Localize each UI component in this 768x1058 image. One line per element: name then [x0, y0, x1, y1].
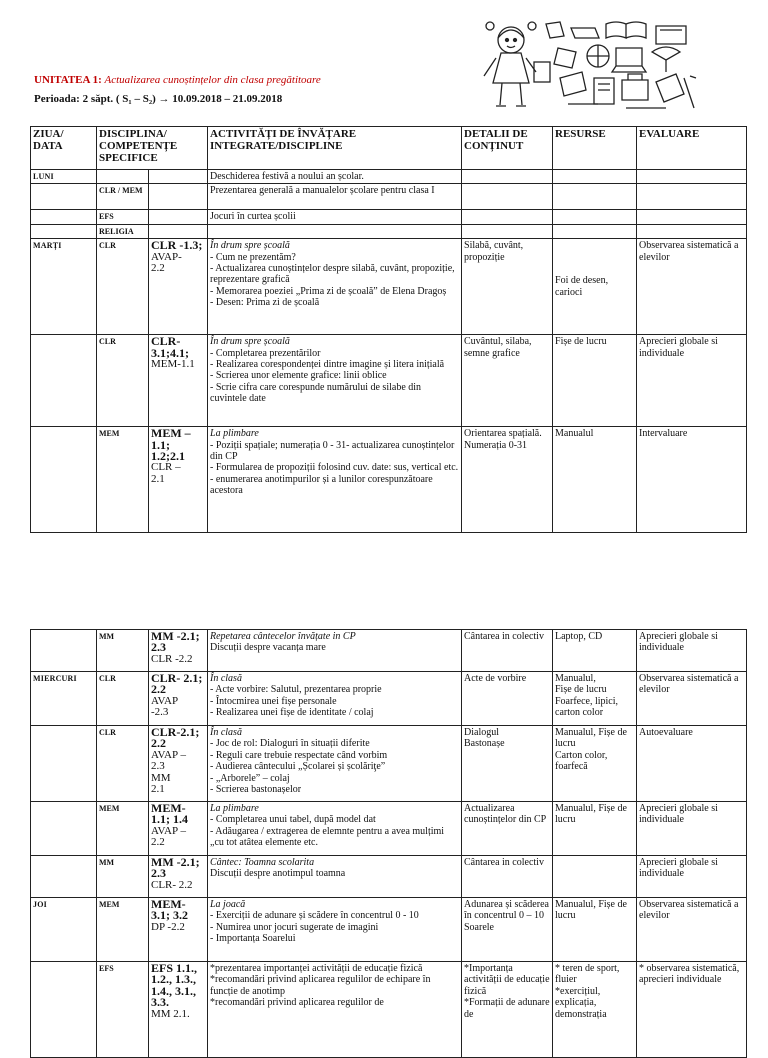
- resource-line: * teren de sport, fluier: [555, 963, 620, 986]
- detail-line: Soarele: [464, 921, 494, 933]
- resources-cell: [553, 210, 637, 224]
- table-row: [31, 335, 747, 427]
- activity-theme: În clasă: [210, 673, 242, 684]
- day-cell: [31, 802, 97, 856]
- resources-cell: [553, 962, 637, 1058]
- activity-line: - Desen: Prima zi de școală: [210, 297, 320, 309]
- evaluation-cell: [637, 427, 747, 533]
- day-cell: [31, 184, 97, 210]
- activity-line: - „Arborele” – colaj: [210, 772, 290, 784]
- activity-theme: La plimbare: [210, 428, 259, 440]
- activity-line: Discuții despre vacanța mare: [210, 642, 326, 654]
- activities-cell: [208, 962, 462, 1058]
- header-cell: EVALUARE: [637, 127, 747, 170]
- header-row: [31, 127, 747, 170]
- resource-line: Laptop, CD: [555, 631, 603, 642]
- header-cell: ACTIVITĂȚI DE ÎNVĂȚARE INTEGRATE/DISCIPLINE: [208, 127, 462, 170]
- resource-line: Manualul, Fișe de lucru: [555, 899, 627, 922]
- activity-line: - Completarea unui tabel, după model dat: [210, 814, 376, 826]
- activity-line: - Completarea prezentărilor: [210, 347, 321, 359]
- detail-line: Numerația 0-31: [464, 439, 528, 451]
- competence-cell: [149, 427, 208, 533]
- details-cell: [462, 962, 553, 1058]
- unit-label: UNITATEA 1:: [34, 74, 102, 86]
- resources-cell: [553, 427, 637, 533]
- detail-line: Cuvântul, silaba, semne grafice: [464, 336, 532, 359]
- activity-theme: La plimbare: [210, 803, 259, 814]
- plan-table-bottom: [30, 629, 747, 1058]
- competence-main: CLR-2.1; 2.2: [151, 725, 200, 751]
- competence-cell: [149, 239, 208, 335]
- resources-cell: [553, 726, 637, 802]
- table-row: [31, 427, 747, 533]
- day-cell: MIERCURI: [31, 672, 97, 726]
- activity-line: - Poziții spațiale; numerația 0 - 31- actualizarea cunoștințelor din CP: [210, 439, 455, 463]
- details-cell: [462, 427, 553, 533]
- activity-line: Prezentarea generală a manualelor școlare pentru clasa I: [210, 185, 435, 197]
- competence-line: 2.2: [151, 262, 165, 275]
- activity-line: *recomandări privind aplicarea regulilor de echipare în funcție de anotimp: [210, 974, 431, 997]
- resources-cell: [553, 898, 637, 962]
- competence-cell: [149, 856, 208, 898]
- activities-cell: [208, 224, 462, 238]
- activities-cell: [208, 898, 462, 962]
- competence-main: MEM – 1.1; 1.2;2.1: [151, 426, 191, 464]
- competence-cell: [149, 224, 208, 238]
- table-row: [31, 898, 747, 962]
- table-row: [31, 224, 747, 238]
- evaluation-cell: [637, 856, 747, 898]
- evaluation-line: Observarea sistematică a elevilor: [639, 673, 739, 696]
- competence-line: MEM-1.1: [151, 358, 195, 371]
- detail-line: Orientarea spațială.: [464, 428, 542, 440]
- table-row: [31, 630, 747, 672]
- competence-line: AVAP –: [151, 824, 186, 837]
- activity-line: - Scrierea unor elemente grafice: linii oblice: [210, 370, 387, 382]
- resources-cell: [553, 630, 637, 672]
- activity-line: - Acte vorbire: Salutul, prezentarea proprie: [210, 684, 382, 696]
- details-cell: [462, 335, 553, 427]
- resources-cell: [553, 335, 637, 427]
- evaluation-cell: [637, 210, 747, 224]
- competence-main: EFS 1.1., 1.2., 1.3., 1.4., 3.1., 3.3.: [151, 961, 198, 1010]
- competence-line: CLR- 2.2: [151, 878, 193, 891]
- discipline-cell: [97, 170, 149, 184]
- header-cell: DETALII DE CONȚINUT: [462, 127, 553, 170]
- day-cell: [31, 962, 97, 1058]
- competence-main: MM -2.1; 2.3: [151, 629, 200, 655]
- details-cell: [462, 802, 553, 856]
- competence-line: AVAP –: [151, 748, 186, 761]
- activity-theme: Cântec: Toamna scolarita: [210, 857, 315, 868]
- resource-line: Manualul: [555, 428, 594, 440]
- activities-cell: [208, 726, 462, 802]
- detail-line: *Formații de adunare de: [464, 997, 550, 1020]
- activity-line: - Exerciții de adunare și scădere în concentrul 0 - 10: [210, 910, 419, 922]
- activity-theme: La joacă: [210, 899, 246, 910]
- activities-cell: [208, 672, 462, 726]
- details-cell: [462, 184, 553, 210]
- detail-line: *Importanța activității de educație fizică: [464, 963, 550, 997]
- competence-line: MM: [151, 771, 171, 784]
- discipline-cell: MM: [97, 630, 149, 672]
- day-cell: [31, 726, 97, 802]
- evaluation-cell: [637, 335, 747, 427]
- activity-line: - Actualizarea cunoștințelor despre silabă, cuvânt, propoziție, reprezentare grafică: [210, 263, 455, 286]
- competence-line: 2.3: [151, 760, 165, 773]
- resource-line: Carton color, foarfecă: [555, 749, 608, 773]
- competence-line: CLR -2.2: [151, 652, 193, 665]
- competence-main: MEM- 1.1; 1.4: [151, 801, 188, 827]
- details-cell: [462, 672, 553, 726]
- table-row: [31, 210, 747, 224]
- resources-cell: [553, 224, 637, 238]
- activity-line: Jocuri în curtea școlii: [210, 211, 296, 223]
- resources-cell: [553, 802, 637, 856]
- competence-line: 2.1: [151, 472, 165, 485]
- table-row: [31, 856, 747, 898]
- resource-line: Manualul, Fișe de lucru: [555, 803, 627, 826]
- activities-cell: [208, 427, 462, 533]
- evaluation-cell: [637, 630, 747, 672]
- evaluation-line: Aprecieri globale si individuale: [639, 631, 718, 654]
- competence-cell: [149, 170, 208, 184]
- table-row: [31, 962, 747, 1058]
- evaluation-cell: [637, 184, 747, 210]
- resource-line: Fișe de lucru: [555, 684, 607, 696]
- competence-line: 2.1: [151, 783, 165, 796]
- discipline-cell: MEM: [97, 802, 149, 856]
- competence-main: CLR -1.3;: [151, 238, 203, 253]
- details-cell: [462, 170, 553, 184]
- competence-main: CLR- 3.1;4.1;: [151, 334, 189, 360]
- evaluation-cell: [637, 962, 747, 1058]
- competence-main: MM -2.1; 2.3: [151, 855, 200, 881]
- competence-line: MM 2.1.: [151, 1007, 190, 1020]
- evaluation-line: Aprecieri globale si individuale: [639, 803, 718, 826]
- resources-cell: [553, 239, 637, 335]
- competence-cell: [149, 210, 208, 224]
- activity-line: - Formularea de propoziții folosind cuv. date: sus, vertical etc.: [210, 462, 459, 474]
- resource-line: Manualul, Fișe de lucru: [555, 727, 627, 750]
- competence-line: -2.3: [151, 706, 169, 719]
- detail-line: Acte de vorbire: [464, 673, 527, 684]
- activity-line: - Importanța Soarelui: [210, 933, 296, 945]
- table-row: [31, 672, 747, 726]
- resources-cell: [553, 856, 637, 898]
- resources-cell: [553, 184, 637, 210]
- competence-cell: [149, 184, 208, 210]
- day-cell: LUNI: [31, 170, 97, 184]
- activity-line: - Întocmirea unei fișe personale: [210, 695, 337, 707]
- activity-line: *prezentarea importanței activității de educație fizică: [210, 963, 423, 974]
- day-cell: [31, 224, 97, 238]
- discipline-cell: CLR: [97, 335, 149, 427]
- evaluation-line: Observarea sistematică a elevilor: [639, 240, 739, 263]
- competence-cell: [149, 726, 208, 802]
- discipline-cell: EFS: [97, 962, 149, 1058]
- day-cell: [31, 335, 97, 427]
- day-cell: JOI: [31, 898, 97, 962]
- competence-line: AVAP-: [151, 250, 182, 263]
- table-row: [31, 184, 747, 210]
- evaluation-cell: [637, 672, 747, 726]
- competence-cell: [149, 802, 208, 856]
- day-cell: [31, 856, 97, 898]
- detail-line: Cântarea in colectiv: [464, 631, 544, 642]
- evaluation-line: Aprecieri globale si individuale: [639, 857, 718, 880]
- activity-line: - Audierea cântecului „Școlarei și școlăriţe”: [210, 761, 386, 773]
- activities-cell: [208, 184, 462, 210]
- competence-cell: [149, 672, 208, 726]
- day-cell: [31, 427, 97, 533]
- resources-cell: [553, 672, 637, 726]
- evaluation-cell: [637, 898, 747, 962]
- detail-line: Cântarea in colectiv: [464, 857, 544, 868]
- table-row: [31, 802, 747, 856]
- day-cell: MARȚI: [31, 239, 97, 335]
- activity-theme: În drum spre școală: [210, 240, 290, 252]
- detail-line: Actualizarea cunoștințelor din CP: [464, 803, 547, 826]
- competence-cell: [149, 898, 208, 962]
- discipline-cell: CLR / MEM: [97, 184, 149, 210]
- resources-cell: [553, 170, 637, 184]
- activity-theme: În clasă: [210, 727, 242, 738]
- resource-line: Manualul,: [555, 673, 596, 684]
- activity-line: - Adăugarea / extragerea de elemnte pentru a avea mulțimi „cu tot atâtea elemente etc.: [210, 825, 445, 849]
- evaluation-line: Observarea sistematică a elevilor: [639, 899, 739, 922]
- details-cell: [462, 630, 553, 672]
- discipline-cell: MEM: [97, 427, 149, 533]
- details-cell: [462, 210, 553, 224]
- evaluation-cell: [637, 802, 747, 856]
- activity-line: - Cum ne prezentăm?: [210, 251, 296, 263]
- competence-cell: [149, 630, 208, 672]
- resource-line: Foi de desen, carioci: [555, 275, 609, 298]
- details-cell: [462, 898, 553, 962]
- evaluation-line: Autoevaluare: [639, 727, 693, 738]
- activity-line: Deschiderea festivă a noului an școlar.: [210, 171, 364, 182]
- discipline-cell: CLR: [97, 672, 149, 726]
- activity-line: - Reguli care trebuie respectate când vorbim: [210, 749, 388, 761]
- header-cell: RESURSE: [553, 127, 637, 170]
- activity-line: Discuții despre anotimpul toamna: [210, 868, 346, 880]
- evaluation-cell: [637, 239, 747, 335]
- detail-line: Adunarea și scăderea în concentrul 0 – 10: [464, 899, 549, 922]
- discipline-cell: MM: [97, 856, 149, 898]
- competence-main: CLR- 2.1; 2.2: [151, 671, 203, 697]
- header-cell: DISCIPLINA/ COMPETENȚE SPECIFICE: [97, 127, 208, 170]
- day-cell: [31, 630, 97, 672]
- activity-theme: În drum spre școală: [210, 336, 290, 348]
- evaluation-line: Intervaluare: [639, 428, 688, 440]
- activities-cell: [208, 335, 462, 427]
- day-cell: [31, 210, 97, 224]
- plan-table-top: [30, 126, 747, 533]
- evaluation-cell: [637, 170, 747, 184]
- activity-line: - Scrie cifra care corespunde numărului de silabe din cuvintele date: [210, 381, 422, 405]
- activities-cell: [208, 630, 462, 672]
- competence-cell: [149, 962, 208, 1058]
- details-cell: [462, 224, 553, 238]
- activity-line: - Joc de rol: Dialoguri în situații diferite: [210, 738, 370, 750]
- activity-line: - Realizarea unei fișe de identitate / colaj: [210, 707, 374, 719]
- activities-cell: [208, 170, 462, 184]
- details-cell: [462, 239, 553, 335]
- table-row: [31, 726, 747, 802]
- evaluation-cell: [637, 726, 747, 802]
- activities-cell: [208, 856, 462, 898]
- evaluation-line: Aprecieri globale si individuale: [639, 336, 718, 359]
- competence-main: MEM- 3.1; 3.2: [151, 897, 188, 923]
- unit-name: Actualizarea cunoștințelor din clasa pregătitoare: [104, 74, 321, 86]
- activity-line: - enumerarea anotimpurilor și a lunilor corespunzătoare acestora: [210, 473, 433, 497]
- period-line: Perioada: 2 săpt. ( S₁ – S₂) → 10.09.2018 – 21.09.2018: [34, 93, 283, 105]
- discipline-cell: CLR: [97, 239, 149, 335]
- competence-line: 2.2: [151, 836, 165, 849]
- competence-line: AVAP: [151, 694, 179, 707]
- unit-title: [34, 74, 321, 86]
- competence-line: DP -2.2: [151, 920, 185, 933]
- details-cell: [462, 726, 553, 802]
- detail-line: Silabă, cuvânt, propoziție: [464, 240, 524, 263]
- activities-cell: [208, 802, 462, 856]
- resource-line: Fișe de lucru: [555, 336, 607, 348]
- school-clipart: [476, 18, 702, 118]
- evaluation-cell: [637, 224, 747, 238]
- activity-line: - Scrierea bastonașelor: [210, 784, 302, 796]
- activity-line: - Memorarea poeziei „Prima zi de școală” de Elena Dragoș: [210, 285, 447, 297]
- detail-line: Dialogul: [464, 727, 499, 738]
- activity-line: - Numirea unor jocuri sugerate de imagini: [210, 921, 379, 933]
- discipline-cell: MEM: [97, 898, 149, 962]
- discipline-cell: EFS: [97, 210, 149, 224]
- activity-line: *recomandări privind aplicarea regulilor de: [210, 997, 384, 1009]
- details-cell: [462, 856, 553, 898]
- discipline-cell: CLR: [97, 726, 149, 802]
- detail-line: Bastonașe: [464, 738, 505, 750]
- resource-line: *exercițiul, explicația, demonstrația: [555, 985, 607, 1020]
- table-row: [31, 239, 747, 335]
- activities-cell: [208, 239, 462, 335]
- competence-line: CLR –: [151, 461, 181, 474]
- activities-cell: [208, 210, 462, 224]
- resource-line: Foarfece, lipici, carton color: [555, 695, 619, 719]
- activity-theme: Repetarea cântecelor învățate in CP: [210, 631, 356, 642]
- activity-line: - Realizarea corespondenței dintre imagine și litera inițială: [210, 359, 445, 371]
- competence-cell: [149, 335, 208, 427]
- header-cell: ZIUA/ DATA: [31, 127, 97, 170]
- table-row: [31, 170, 747, 184]
- evaluation-line: * observarea sistematică, aprecieri individuale: [639, 963, 740, 986]
- discipline-cell: RELIGIA: [97, 224, 149, 238]
